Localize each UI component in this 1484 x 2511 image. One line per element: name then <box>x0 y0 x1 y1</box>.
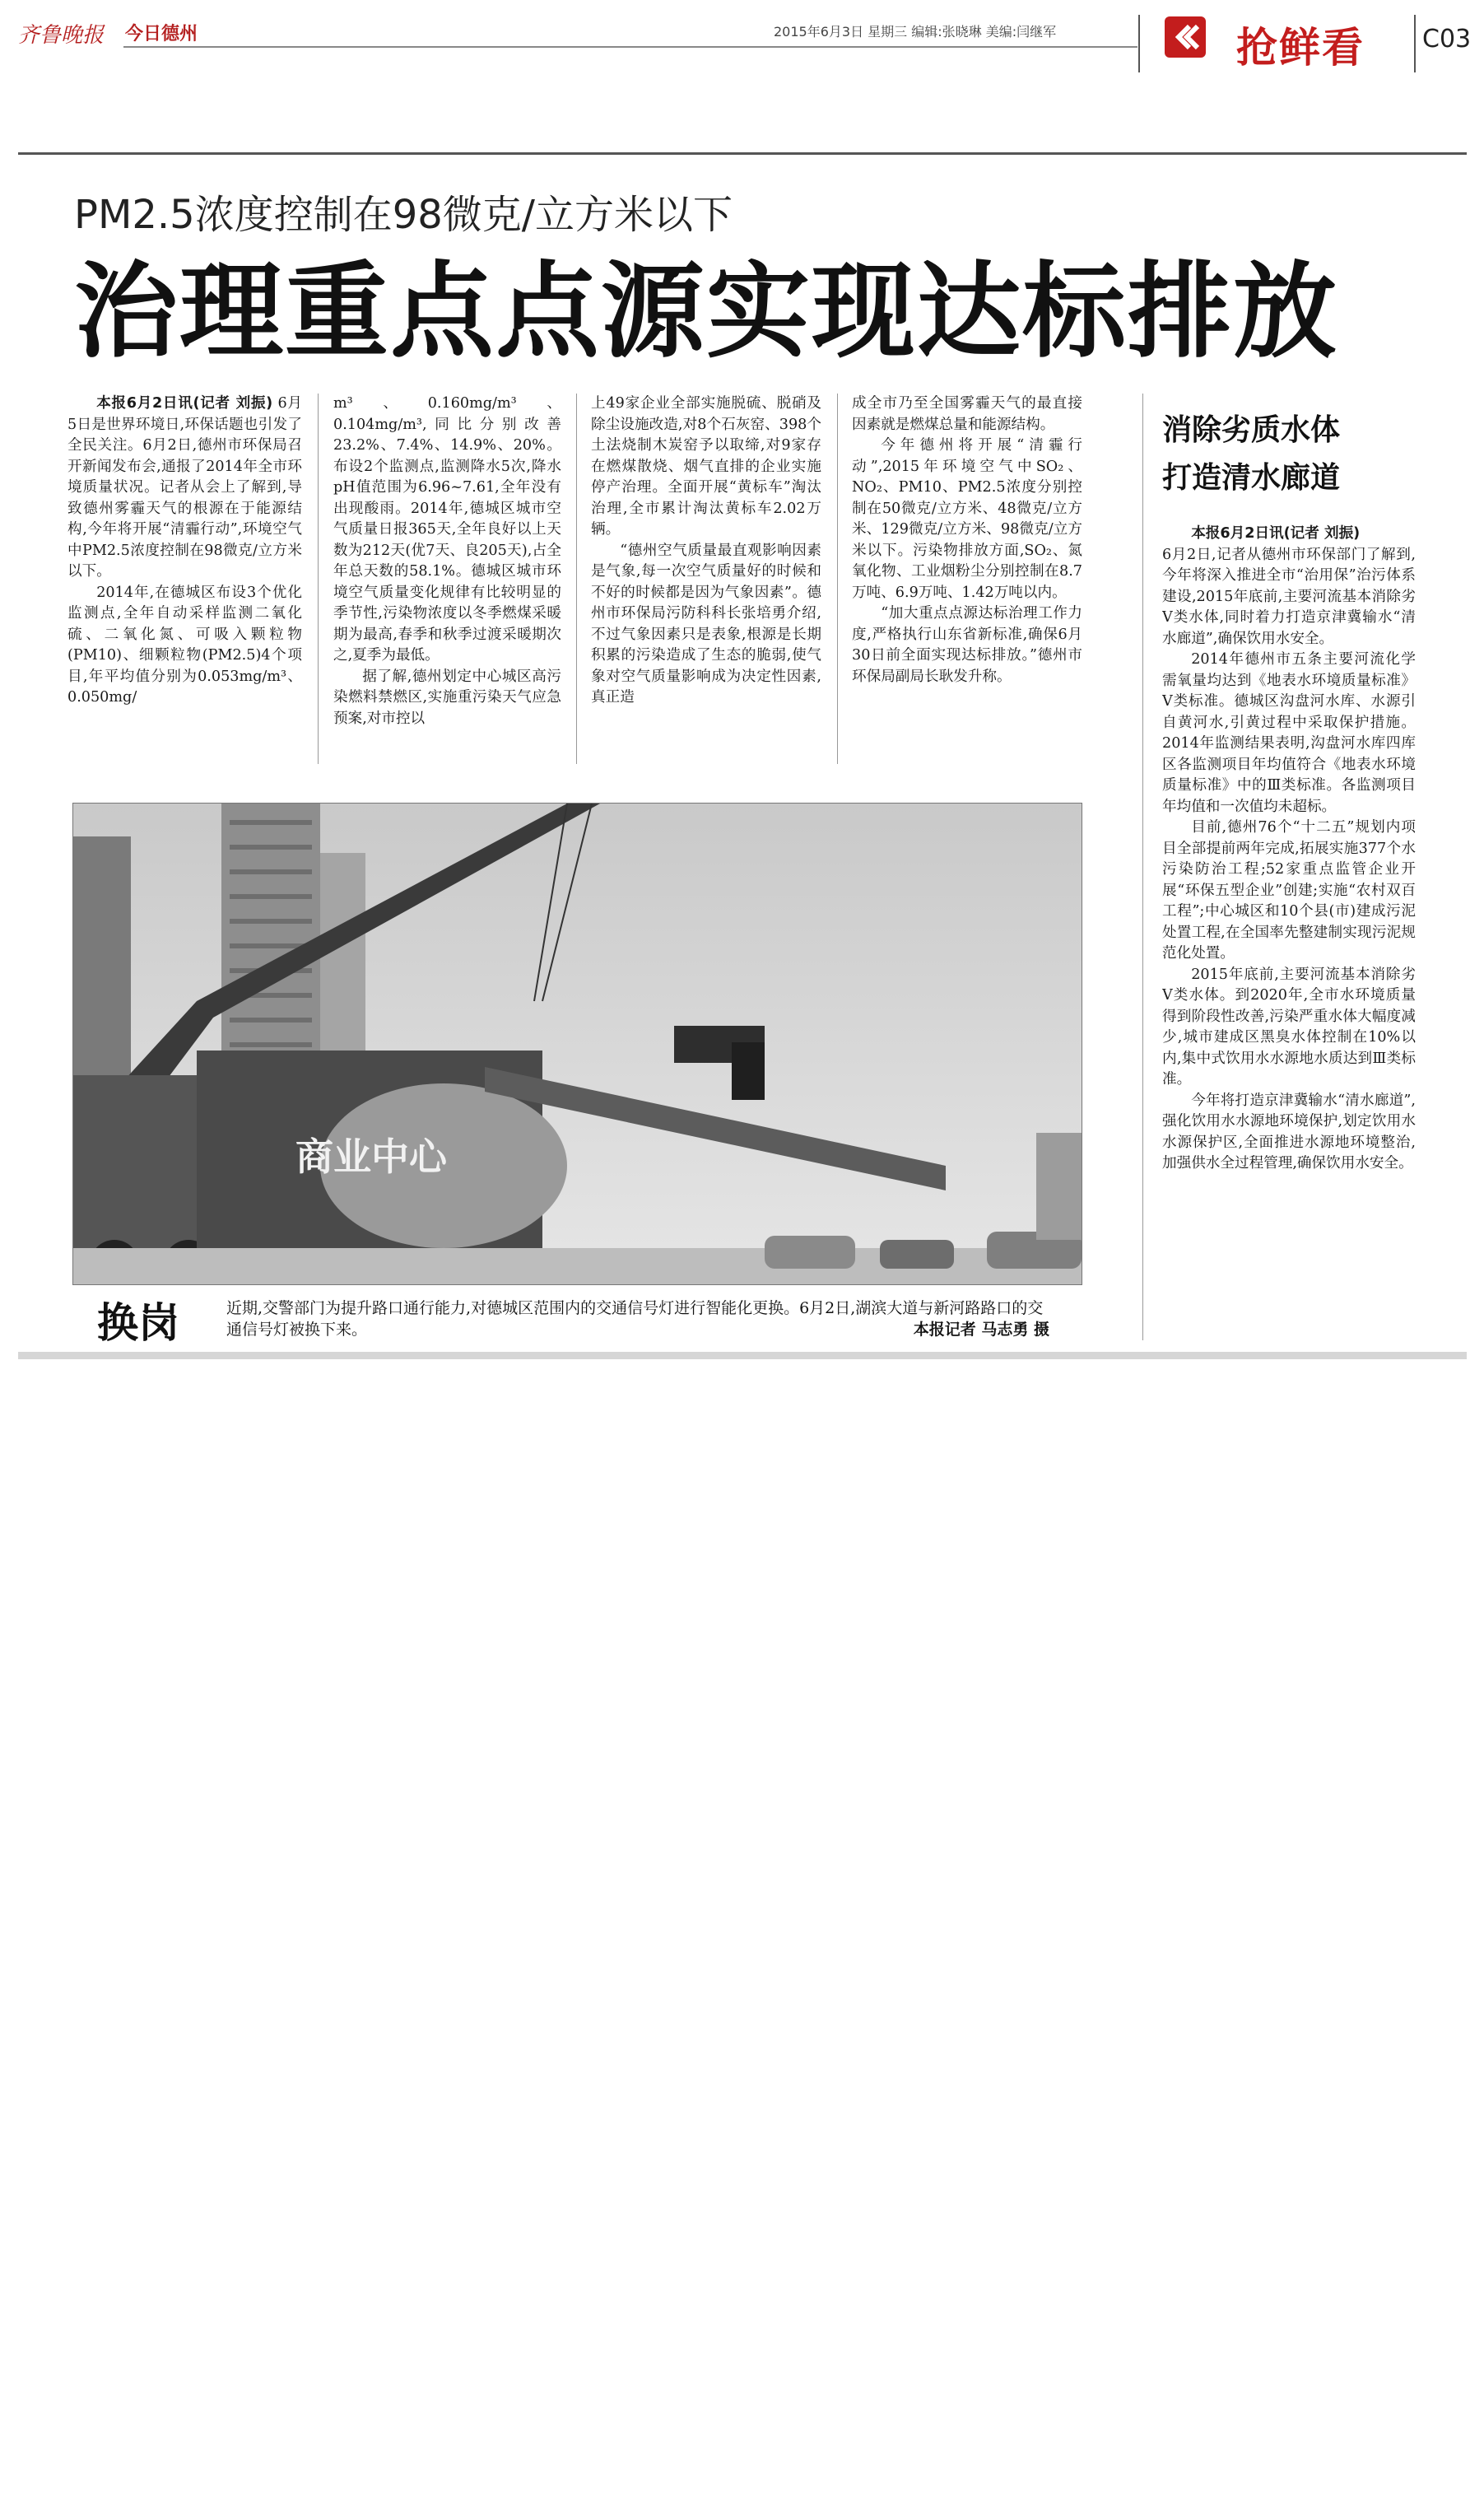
sidebar-paragraph: 今年将打造京津冀输水“清水廊道”,强化饮用水水源地环境保护,划定饮用水水源保护区,全面推进水源地环境整治,加强供水全过程管理,确保饮用水安全。 <box>1162 1092 1416 1172</box>
sidebar-headline: 消除劣质水体 打造清水廊道 <box>1162 413 1341 495</box>
section-title: 抢鲜看 <box>1236 24 1365 72</box>
header-rule <box>123 46 1137 48</box>
page-number-divider <box>1414 15 1416 72</box>
photo-caption: 近期,交警部门为提升路口通行能力,对德城区范围内的交通信号灯进行智能化更换。6月2日,湖滨大道与新河路路口的交通信号灯被换下来。 本报记者 马志勇 摄 <box>226 1299 1049 1339</box>
issue-meta: 2015年6月3日 星期三 编辑:张晓琳 美编:闫继军 <box>774 24 1057 40</box>
page-number: C03 <box>1422 25 1472 54</box>
sidebar-divider <box>1142 394 1143 1340</box>
sidebar-byline: 本报6月2日讯(记者 刘振) <box>1191 525 1361 542</box>
photo-caption-label: 换岗 <box>97 1299 179 1347</box>
article-paragraph: 今年德州将开展“清霾行动”,2015年环境空气中SO₂、NO₂、PM10、PM2.5浓度分别控制在50微克/立方米、48微克/立方米、129微克/立方米、98微克/立方米以下。污染物排放方面,SO₂、氮氧化物、工业烟粉尘分别控制在8.7万吨、6.9万吨、1.42万吨以内。 <box>852 437 1082 601</box>
section-name: 今日德州 <box>125 24 198 44</box>
top-rule <box>18 152 1467 155</box>
article-byline: 本报6月2日讯(记者 刘振) <box>96 395 273 412</box>
article-paragraph: 成全市乃至全国雾霾天气的最直接因素就是燃煤总量和能源结构。 <box>852 395 1082 433</box>
article-kicker: PM2.5浓度控制在98微克/立方米以下 <box>74 192 733 238</box>
article-paragraph: m³、0.160mg/m³、0.104mg/m³,同比分别改善23.2%、7.4%、14.9%、20%。布设2个监测点,监测降水5次,降水pH值范围为6.96~7.61,全年没有出现酸雨。2014年,德城区城市空气质量日报365天,全年良好以上天数为212天(优7天、良205天),占全年总天数的58.1%。德城区城市环境空气质量变化规律有比较明显的季节性,污染物浓度以冬季燃煤采暖期为最高,春季和秋季过渡采暖期次之,夏季为最低。 <box>333 395 561 664</box>
sidebar-article-body <box>1162 524 1416 1347</box>
sidebar-paragraph: 2014年德州市五条主要河流化学需氧量均达到《地表水环境质量标准》Ⅴ类标准。德城区沟盘河水库、水源引自黄河水,引黄过程中采取保护措施。2014年监测结果表明,沟盘河水库四库区各监测项目年均值符合《地表水环境质量标准》中的Ⅲ类标准。各监测项目年均值和一次值均未超标。 <box>1162 651 1416 815</box>
article-column-3 <box>591 394 821 764</box>
article-paragraph: 上49家企业全部实施脱硫、脱硝及除尘设施改造,对8个石灰窑、398个土法烧制木炭窑予以取缔,对9家存在燃煤散烧、烟气直排的企业实施停产治理。全面开展“黄标车”淘汰治理,全市累计淘汰黄标车2.02万辆。 <box>591 395 821 538</box>
billboard-sign: 商业中心 <box>295 1134 447 1179</box>
article-paragraph: 6月5日是世界环境日,环保话题也引发了全民关注。6月2日,德州市环保局召开新闻发布会,通报了2014年全市环境质量状况。记者从会上了解到,导致德州雾霾天气的根源在于能源结构,今年将开展“清霾行动”,环境空气中PM2.5浓度控制在98微克/立方米以下。 <box>67 395 302 580</box>
header-divider <box>1138 15 1140 72</box>
article-headline: 治理重点点源实现达标排放 <box>74 251 1338 372</box>
article-paragraph: “德州空气质量最直观影响因素是气象,每一次空气质量好的时候和不好的时候都是因为气象因素”。德州市环保局污防科科长张培勇介绍,不过气象因素只是表象,根源是长期积累的污染造成了生态的脆弱,使气象对空气质量影响成为决定性因素,真正造 <box>591 542 821 706</box>
sidebar-paragraph: 目前,德州76个“十二五”规划内项目全部提前两年完成,拓展实施377个水污染防治工程;52家重点监管企业开展“环保五型企业”创建;实施“农村双百工程”;中心城区和10个县(市)建成污泥处置工程,在全国率先整建制实现污泥规范化处置。 <box>1162 819 1416 962</box>
news-photo <box>72 803 1082 1285</box>
article-column-2 <box>333 394 561 764</box>
column-divider <box>837 394 838 764</box>
article-column-4 <box>852 394 1082 764</box>
sidebar-paragraph: 2015年底前,主要河流基本消除劣Ⅴ类水体。到2020年,全市水环境质量得到阶段性改善,污染严重水体大幅度减少,城市建成区黑臭水体控制在10%以内,集中式饮用水水源地水质达到Ⅲ类标准。 <box>1162 966 1416 1088</box>
photo-credit: 本报记者 马志勇 摄 <box>913 1321 1049 1339</box>
article-column-1 <box>67 394 302 764</box>
article-paragraph: 据了解,德州划定中心城区高污染燃料禁燃区,实施重污染天气应急预案,对市控以 <box>333 668 561 727</box>
bottom-rule <box>18 1352 1467 1359</box>
column-divider <box>576 394 577 764</box>
article-paragraph: “加大重点点源达标治理工作力度,严格执行山东省新标准,确保6月30日前全面实现达标排放。”德州市环保局副局长耿发升称。 <box>852 605 1082 685</box>
sidebar-paragraph: 6月2日,记者从德州市环保部门了解到,今年将深入推进全市“治用保”治污体系建设,2015年底前,主要河流基本消除劣Ⅴ类水体,同时着力打造京津冀输水“清水廊道”,确保饮用水安全。 <box>1162 546 1416 647</box>
article-paragraph: 2014年,在德城区布设3个优化监测点,全年自动采样监测二氧化硫、二氧化氮、可吸入颗粒物(PM10)、细颗粒物(PM2.5)4个项目,年平均值分别为0.053mg/m³、0.050mg/ <box>67 584 302 706</box>
masthead-logo: 齐鲁晚报 <box>18 23 105 48</box>
chevron-badge-icon <box>1165 16 1206 58</box>
column-divider <box>318 394 319 764</box>
